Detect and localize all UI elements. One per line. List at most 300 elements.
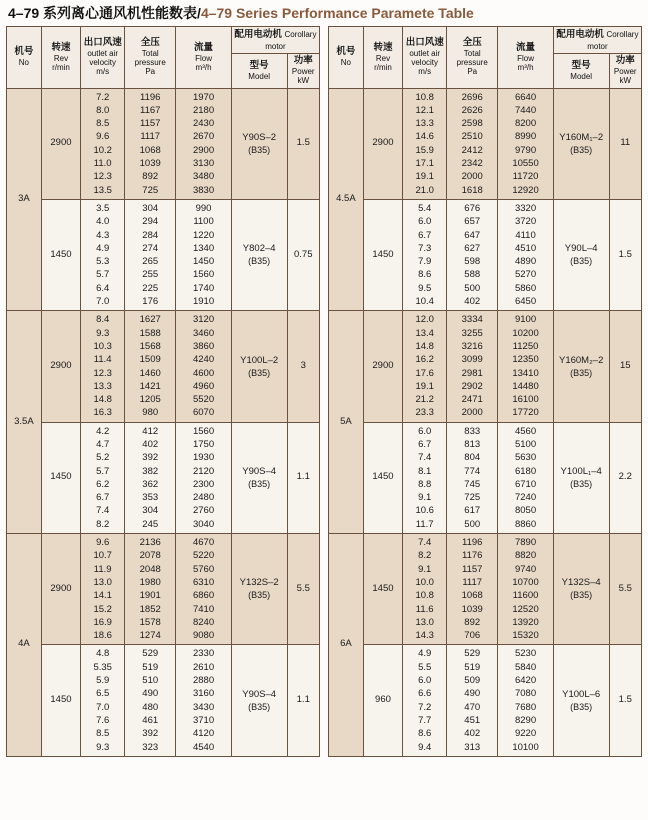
header-pressure bbox=[447, 27, 498, 89]
flow-value: 12520 bbox=[512, 603, 539, 615]
page-title bbox=[6, 0, 642, 26]
motor-model-name: Y802–4 bbox=[242, 243, 276, 255]
vel-value: 10.0 bbox=[415, 576, 434, 588]
flow-value: 6310 bbox=[192, 576, 215, 588]
flow-value: 1740 bbox=[192, 282, 215, 294]
flow-value: 4890 bbox=[514, 256, 537, 268]
flow-value: 5860 bbox=[514, 282, 537, 294]
pres-value: 2000 bbox=[461, 171, 483, 183]
vel-value: 4.9 bbox=[96, 242, 110, 254]
header-model bbox=[231, 54, 287, 88]
vel-value: 13.0 bbox=[93, 576, 112, 588]
motor-power-cell: 0.75 bbox=[287, 199, 320, 310]
vel-value: 5.5 bbox=[418, 661, 432, 673]
velocity-cell bbox=[403, 199, 447, 310]
flow-cell bbox=[176, 422, 232, 533]
vel-value: 6.2 bbox=[96, 478, 110, 490]
flow-cell bbox=[176, 199, 232, 310]
vel-value: 19.1 bbox=[415, 380, 434, 392]
pressure-cell bbox=[447, 199, 498, 310]
header-pressure bbox=[125, 27, 176, 89]
table-row bbox=[329, 422, 642, 533]
flow-value: 8200 bbox=[514, 118, 537, 130]
vel-value: 7.4 bbox=[96, 505, 110, 517]
machine-no-cell: 5A bbox=[329, 311, 364, 534]
vel-value: 8.8 bbox=[418, 478, 432, 490]
motor-model-mount: (B35) bbox=[248, 256, 271, 267]
vel-value: 8.0 bbox=[96, 104, 110, 116]
header-power-en: Power bbox=[613, 67, 637, 77]
flow-value: 8050 bbox=[514, 505, 537, 517]
table-row bbox=[329, 199, 642, 310]
pres-value: 1196 bbox=[462, 537, 483, 549]
pres-value: 1176 bbox=[462, 550, 483, 562]
header-motor-en: Corollary motor bbox=[587, 30, 639, 51]
pres-value: 2136 bbox=[139, 537, 161, 549]
pres-value: 2902 bbox=[461, 380, 483, 392]
vel-value: 9.5 bbox=[418, 282, 432, 294]
vel-value: 9.6 bbox=[96, 131, 110, 143]
pres-value: 1274 bbox=[139, 630, 161, 642]
pres-value: 382 bbox=[142, 465, 159, 477]
pressure-cell bbox=[447, 534, 498, 645]
flow-value: 4600 bbox=[192, 367, 215, 379]
flow-value: 17720 bbox=[512, 407, 539, 419]
header-power bbox=[609, 54, 642, 88]
flow-value: 2760 bbox=[192, 505, 215, 517]
vel-value: 13.3 bbox=[415, 118, 434, 130]
table-row bbox=[7, 88, 320, 199]
flow-value: 8290 bbox=[514, 714, 537, 726]
pres-value: 313 bbox=[464, 741, 481, 753]
vel-value: 5.3 bbox=[96, 256, 110, 268]
pres-value: 2696 bbox=[461, 91, 483, 103]
flow-value: 6420 bbox=[514, 675, 537, 687]
vel-value: 6.7 bbox=[96, 492, 110, 504]
velocity-cell bbox=[81, 311, 125, 422]
pres-value: 676 bbox=[464, 202, 481, 214]
header-rev-unit: r/min bbox=[374, 62, 392, 72]
table-row bbox=[7, 422, 320, 533]
vel-value: 17.6 bbox=[415, 367, 434, 379]
flow-value: 990 bbox=[195, 202, 212, 214]
vel-value: 18.6 bbox=[93, 630, 112, 642]
pres-value: 1618 bbox=[461, 184, 483, 196]
header-velocity-cn: 出口风速 bbox=[405, 37, 444, 49]
header-power-unit: kW bbox=[619, 76, 632, 86]
pres-value: 2412 bbox=[461, 144, 483, 156]
rev-cell: 1450 bbox=[41, 645, 80, 756]
flow-value: 4120 bbox=[192, 728, 215, 740]
flow-value: 7680 bbox=[514, 701, 537, 713]
header-flow-en: Flow bbox=[195, 53, 212, 63]
flow-value: 8860 bbox=[514, 518, 537, 530]
vel-value: 12.0 bbox=[415, 314, 434, 326]
vel-value: 9.1 bbox=[418, 492, 432, 504]
pres-value: 304 bbox=[142, 505, 159, 517]
vel-value: 14.8 bbox=[93, 394, 112, 406]
pres-value: 1068 bbox=[139, 144, 161, 156]
flow-value: 5520 bbox=[192, 394, 215, 406]
header-pressure-en: Total pressure bbox=[456, 48, 488, 68]
header-rev bbox=[363, 27, 402, 89]
pres-value: 1157 bbox=[140, 118, 161, 130]
flow-value: 10200 bbox=[512, 327, 539, 339]
vel-value: 16.3 bbox=[93, 407, 112, 419]
table-row bbox=[7, 199, 320, 310]
vel-value: 6.7 bbox=[418, 229, 432, 241]
table-head-left bbox=[7, 27, 320, 89]
velocity-cell bbox=[81, 422, 125, 533]
pres-value: 725 bbox=[142, 184, 159, 196]
table-row bbox=[329, 534, 642, 645]
header-rev-en: Rev bbox=[375, 53, 391, 63]
flow-value: 6640 bbox=[514, 91, 537, 103]
rev-cell: 2900 bbox=[363, 88, 402, 199]
vel-value: 6.0 bbox=[418, 675, 432, 687]
flow-value: 10700 bbox=[512, 576, 539, 588]
header-pressure-cn: 全压 bbox=[140, 37, 160, 49]
header-row-1 bbox=[329, 27, 642, 54]
pres-value: 1039 bbox=[461, 603, 483, 615]
vel-value: 5.7 bbox=[96, 269, 110, 281]
flow-value: 16100 bbox=[512, 394, 539, 406]
pres-value: 657 bbox=[464, 216, 481, 228]
vel-value: 8.1 bbox=[418, 465, 432, 477]
pres-value: 804 bbox=[464, 452, 481, 464]
page-title-cn: 4–79 系列离心通风机性能数表/ bbox=[8, 5, 201, 21]
machine-no-cell: 6A bbox=[329, 534, 364, 757]
flow-value: 9790 bbox=[514, 144, 537, 156]
pres-value: 225 bbox=[142, 282, 159, 294]
motor-model-name: Y160M₂–2 bbox=[559, 354, 604, 366]
flow-cell bbox=[498, 88, 554, 199]
table-head-right bbox=[329, 27, 642, 89]
velocity-cell bbox=[403, 645, 447, 756]
motor-model-mount: (B35) bbox=[570, 256, 593, 267]
flow-value: 2610 bbox=[192, 661, 215, 673]
vel-value: 13.0 bbox=[415, 616, 434, 628]
header-flow bbox=[176, 27, 232, 89]
pressure-cell bbox=[447, 88, 498, 199]
pres-value: 1509 bbox=[139, 354, 161, 366]
pressure-cell bbox=[125, 534, 176, 645]
header-flow-unit: m³/h bbox=[195, 62, 212, 72]
page-title-en: 4–79 Series Performance Paramete Table bbox=[200, 5, 474, 21]
motor-model-cell bbox=[231, 645, 287, 756]
motor-model-cell bbox=[231, 534, 287, 645]
flow-value: 1560 bbox=[192, 425, 215, 437]
flow-value: 1560 bbox=[192, 269, 215, 281]
motor-model-cell bbox=[553, 311, 609, 422]
pres-value: 2598 bbox=[461, 118, 483, 130]
vel-value: 7.0 bbox=[96, 701, 110, 713]
vel-value: 16.9 bbox=[93, 616, 112, 628]
rev-cell: 2900 bbox=[41, 88, 80, 199]
vel-value: 11.6 bbox=[415, 603, 434, 615]
motor-model-name: Y90S–4 bbox=[242, 688, 277, 700]
motor-model-cell bbox=[231, 422, 287, 533]
vel-value: 14.8 bbox=[415, 340, 434, 352]
pres-value: 353 bbox=[142, 492, 159, 504]
flow-cell bbox=[498, 645, 554, 756]
rev-cell: 1450 bbox=[363, 199, 402, 310]
flow-value: 7240 bbox=[514, 492, 537, 504]
pres-value: 412 bbox=[142, 425, 159, 437]
pres-value: 1421 bbox=[139, 380, 161, 392]
vel-value: 4.2 bbox=[96, 425, 110, 437]
header-pressure-unit: Pa bbox=[467, 67, 478, 77]
flow-value: 3480 bbox=[192, 171, 215, 183]
flow-value: 8820 bbox=[514, 550, 537, 562]
vel-value: 6.5 bbox=[96, 688, 110, 700]
pres-value: 588 bbox=[464, 269, 481, 281]
pressure-cell bbox=[447, 645, 498, 756]
vel-value: 5.35 bbox=[93, 661, 112, 673]
machine-no-cell: 3A bbox=[7, 88, 42, 311]
vel-value: 8.4 bbox=[96, 314, 110, 326]
velocity-cell bbox=[403, 311, 447, 422]
pres-value: 245 bbox=[142, 518, 159, 530]
rev-cell: 1450 bbox=[363, 422, 402, 533]
flow-value: 9100 bbox=[514, 314, 537, 326]
vel-value: 8.6 bbox=[418, 269, 432, 281]
pres-value: 706 bbox=[464, 630, 481, 642]
flow-value: 4240 bbox=[192, 354, 215, 366]
header-no-cn: 机号 bbox=[336, 46, 356, 58]
pres-value: 480 bbox=[142, 701, 159, 713]
flow-value: 10100 bbox=[512, 741, 539, 753]
pres-value: 745 bbox=[464, 478, 481, 490]
vel-value: 19.1 bbox=[415, 171, 434, 183]
pressure-cell bbox=[125, 645, 176, 756]
rev-cell: 1450 bbox=[41, 422, 80, 533]
pres-value: 3099 bbox=[461, 354, 483, 366]
flow-cell bbox=[176, 645, 232, 756]
pres-value: 2078 bbox=[139, 550, 161, 562]
vel-value: 12.1 bbox=[415, 104, 434, 116]
machine-no-cell: 4.5A bbox=[329, 88, 364, 311]
flow-value: 11600 bbox=[512, 590, 539, 602]
flow-value: 12920 bbox=[512, 184, 539, 196]
pres-value: 1568 bbox=[139, 340, 161, 352]
flow-value: 3130 bbox=[192, 158, 215, 170]
rev-cell: 1450 bbox=[363, 534, 402, 645]
motor-model-name: Y132S–2 bbox=[239, 577, 279, 589]
pres-value: 509 bbox=[464, 675, 481, 687]
vel-value: 7.9 bbox=[418, 256, 432, 268]
motor-model-cell bbox=[553, 534, 609, 645]
machine-no-cell: 4A bbox=[7, 534, 42, 757]
motor-model-cell bbox=[231, 199, 287, 310]
motor-model-mount: (B35) bbox=[570, 590, 593, 601]
pres-value: 2626 bbox=[461, 104, 483, 116]
header-pressure-en: Total pressure bbox=[134, 48, 166, 68]
flow-value: 3860 bbox=[192, 340, 215, 352]
pres-value: 284 bbox=[142, 229, 159, 241]
motor-model-name: Y100L–2 bbox=[240, 354, 279, 366]
vel-value: 10.4 bbox=[415, 296, 434, 308]
pres-value: 892 bbox=[142, 171, 159, 183]
motor-model-mount: (B35) bbox=[248, 478, 271, 489]
flow-value: 6860 bbox=[192, 590, 215, 602]
vel-value: 13.4 bbox=[415, 327, 434, 339]
table-body-right bbox=[329, 88, 642, 756]
flow-value: 4560 bbox=[514, 425, 537, 437]
header-pressure-cn: 全压 bbox=[462, 37, 482, 49]
vel-value: 11.4 bbox=[93, 354, 112, 366]
header-power-cn: 功率 bbox=[293, 55, 313, 67]
pres-value: 1068 bbox=[461, 590, 483, 602]
flow-value: 6070 bbox=[192, 407, 215, 419]
pres-value: 2342 bbox=[461, 158, 483, 170]
pres-value: 1157 bbox=[462, 563, 483, 575]
table-row bbox=[329, 88, 642, 199]
flow-cell bbox=[176, 311, 232, 422]
vel-value: 11.7 bbox=[415, 518, 434, 530]
motor-model-cell bbox=[553, 88, 609, 199]
vel-value: 7.4 bbox=[418, 537, 432, 549]
flow-value: 1220 bbox=[192, 229, 215, 241]
velocity-cell bbox=[81, 645, 125, 756]
vel-value: 12.3 bbox=[93, 367, 112, 379]
pressure-cell bbox=[447, 311, 498, 422]
flow-value: 8240 bbox=[192, 616, 215, 628]
motor-model-cell bbox=[553, 422, 609, 533]
motor-model-mount: (B35) bbox=[570, 701, 593, 712]
pres-value: 294 bbox=[142, 216, 159, 228]
pres-value: 892 bbox=[464, 616, 481, 628]
pres-value: 510 bbox=[142, 675, 159, 687]
pres-value: 176 bbox=[142, 296, 159, 308]
motor-model-mount: (B35) bbox=[248, 367, 271, 378]
motor-power-cell: 1.1 bbox=[287, 422, 320, 533]
pres-value: 833 bbox=[464, 425, 481, 437]
vel-value: 10.2 bbox=[93, 144, 112, 156]
flow-cell bbox=[498, 199, 554, 310]
motor-model-name: Y100L–6 bbox=[562, 688, 601, 700]
flow-value: 1930 bbox=[192, 452, 215, 464]
pres-value: 255 bbox=[142, 269, 159, 281]
vel-value: 15.2 bbox=[93, 603, 112, 615]
header-rev-unit: r/min bbox=[52, 62, 70, 72]
flow-value: 14480 bbox=[512, 380, 539, 392]
motor-model-mount: (B35) bbox=[248, 590, 271, 601]
flow-value: 9220 bbox=[514, 728, 537, 740]
motor-power-cell: 2.2 bbox=[609, 422, 642, 533]
pres-value: 1901 bbox=[139, 590, 161, 602]
vel-value: 9.4 bbox=[418, 741, 432, 753]
vel-value: 14.3 bbox=[415, 630, 434, 642]
pres-value: 490 bbox=[142, 688, 159, 700]
vel-value: 4.7 bbox=[96, 438, 110, 450]
vel-value: 23.3 bbox=[415, 407, 434, 419]
flow-value: 3120 bbox=[192, 314, 215, 326]
header-velocity-cn: 出口风速 bbox=[83, 37, 122, 49]
pres-value: 1578 bbox=[139, 616, 161, 628]
flow-cell bbox=[498, 311, 554, 422]
rev-cell: 2900 bbox=[41, 311, 80, 422]
motor-power-cell: 1.5 bbox=[609, 199, 642, 310]
flow-value: 5220 bbox=[192, 550, 215, 562]
motor-model-name: Y132S–4 bbox=[561, 577, 601, 589]
pres-value: 3216 bbox=[461, 340, 483, 352]
vel-value: 9.1 bbox=[418, 563, 432, 575]
flow-value: 2330 bbox=[192, 648, 215, 660]
flow-value: 4540 bbox=[192, 741, 215, 753]
vel-value: 21.2 bbox=[415, 394, 434, 406]
vel-value: 8.5 bbox=[96, 118, 110, 130]
vel-value: 16.2 bbox=[415, 354, 434, 366]
vel-value: 7.3 bbox=[418, 242, 432, 254]
flow-value: 7410 bbox=[192, 603, 215, 615]
vel-value: 7.2 bbox=[96, 91, 110, 103]
flow-value: 3830 bbox=[192, 184, 215, 196]
vel-value: 6.6 bbox=[418, 688, 432, 700]
flow-value: 1100 bbox=[193, 216, 214, 228]
pres-value: 1852 bbox=[139, 603, 161, 615]
header-power-cn: 功率 bbox=[615, 55, 635, 67]
flow-value: 6180 bbox=[514, 465, 537, 477]
vel-value: 11.0 bbox=[93, 158, 112, 170]
flow-value: 2180 bbox=[192, 104, 215, 116]
pres-value: 304 bbox=[142, 202, 159, 214]
flow-value: 10550 bbox=[512, 158, 539, 170]
header-motor bbox=[231, 27, 319, 54]
flow-value: 3710 bbox=[192, 714, 215, 726]
flow-value: 5630 bbox=[514, 452, 537, 464]
motor-power-cell: 15 bbox=[609, 311, 642, 422]
vel-value: 5.2 bbox=[96, 452, 110, 464]
flow-value: 4510 bbox=[514, 242, 537, 254]
vel-value: 7.2 bbox=[418, 701, 432, 713]
header-model-en: Model bbox=[570, 71, 593, 81]
flow-value: 1340 bbox=[192, 242, 215, 254]
vel-value: 9.6 bbox=[96, 537, 110, 549]
header-velocity bbox=[403, 27, 447, 89]
vel-value: 8.2 bbox=[418, 550, 432, 562]
pres-value: 1980 bbox=[139, 576, 161, 588]
header-velocity-unit: m/s bbox=[418, 67, 432, 77]
flow-value: 3320 bbox=[514, 202, 537, 214]
machine-no-cell: 3.5A bbox=[7, 311, 42, 534]
motor-power-cell: 11 bbox=[609, 88, 642, 199]
vel-value: 8.5 bbox=[96, 728, 110, 740]
header-model-cn: 型号 bbox=[249, 59, 269, 71]
pres-value: 470 bbox=[464, 701, 481, 713]
vel-value: 13.3 bbox=[93, 380, 112, 392]
flow-value: 3720 bbox=[514, 216, 537, 228]
motor-model-mount: (B35) bbox=[570, 367, 593, 378]
pres-value: 2510 bbox=[461, 131, 483, 143]
pres-value: 2048 bbox=[139, 563, 161, 575]
pres-value: 402 bbox=[464, 728, 481, 740]
flow-value: 4670 bbox=[192, 537, 215, 549]
header-model-en: Model bbox=[248, 71, 271, 81]
motor-model-name: Y90S–2 bbox=[242, 131, 277, 143]
flow-value: 6710 bbox=[514, 478, 537, 490]
pres-value: 500 bbox=[464, 282, 481, 294]
vel-value: 8.6 bbox=[418, 728, 432, 740]
vel-value: 10.8 bbox=[415, 91, 434, 103]
pressure-cell bbox=[447, 422, 498, 533]
pres-value: 2471 bbox=[461, 394, 483, 406]
vel-value: 17.1 bbox=[415, 158, 434, 170]
pres-value: 617 bbox=[464, 505, 481, 517]
motor-model-mount: (B35) bbox=[570, 144, 593, 155]
header-velocity-en: outlet air velocity bbox=[409, 48, 441, 68]
motor-model-mount: (B35) bbox=[248, 701, 271, 712]
